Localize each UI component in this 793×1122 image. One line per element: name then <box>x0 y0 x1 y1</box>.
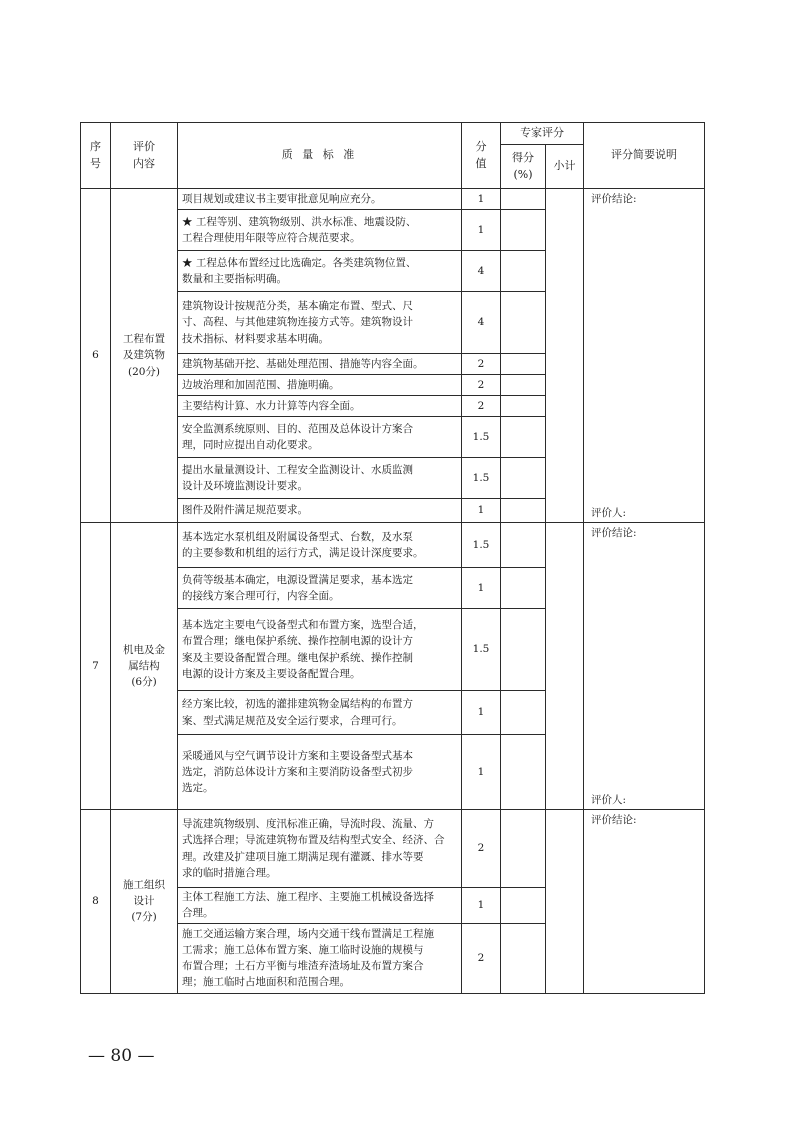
quality-standard-text: 采暖通风与空气调节设计方案和主要设备型式基本 选定，消防总体设计方案和主要消防设备型式初步 选定。 <box>182 749 413 795</box>
header-content <box>111 123 178 189</box>
quality-standard-text: 施工交通运输方案合理，场内交通干线布置满足工程施 工需求；施工总体布置方案、施工临时设施的规模与 布置合理；土石方平衡与堆渣弃渣场址及布置方案合 理；施工临时占地面积和范围合理。 <box>182 927 434 989</box>
points-value: 2 <box>462 354 501 375</box>
quality-standard <box>178 292 462 354</box>
quality-standard <box>178 691 462 735</box>
conclusion-label: 评价结论: <box>591 527 637 539</box>
quality-standard <box>178 609 462 691</box>
quality-standard-text: 经方案比较，初选的灌排建筑物金属结构的布置方 案、型式满足规范及安全运行要求，合理可行。 <box>182 698 413 727</box>
quality-standard-text: 主要结构计算、水力计算等内容全面。 <box>182 399 361 412</box>
points-value: 4 <box>462 251 501 292</box>
evaluation-table <box>80 122 705 994</box>
header-subtotal-text: 小计 <box>553 159 576 173</box>
quality-standard <box>178 396 462 417</box>
quality-standard <box>178 189 462 210</box>
quality-standard-text: 安全监测系统原则、目的、范围及总体设计方案合 理，同时应提出自动化要求。 <box>182 422 413 451</box>
table-row <box>81 189 705 210</box>
quality-standard-text: ★ 工程等别、建筑物级别、洪水标准、地震设防、 工程合理使用年限等应符合规范要求。 <box>182 215 417 244</box>
score-pct-cell[interactable] <box>501 499 546 523</box>
score-pct-cell[interactable] <box>501 251 546 292</box>
section-number: 7 <box>81 523 111 810</box>
quality-standard <box>178 499 462 523</box>
score-pct-cell[interactable] <box>501 210 546 251</box>
score-pct-cell[interactable] <box>501 888 546 924</box>
points-value: 1.5 <box>462 609 501 691</box>
points-value: 1.5 <box>462 417 501 458</box>
section-number: 6 <box>81 189 111 523</box>
section-content <box>111 523 178 810</box>
header-score-pct <box>501 145 546 189</box>
quality-standard <box>178 251 462 292</box>
score-pct-cell[interactable] <box>501 609 546 691</box>
quality-standard-text: 图件及附件满足规范要求。 <box>182 504 308 517</box>
score-pct-cell[interactable] <box>501 810 546 888</box>
quality-standard-text: 建筑物基础开挖、基础处理范围、措施等内容全面。 <box>182 357 424 370</box>
header-subtotal <box>546 145 584 189</box>
score-pct-cell[interactable] <box>501 523 546 568</box>
section-number: 8 <box>81 810 111 994</box>
header-content-text: 评价 内容 <box>133 140 155 170</box>
header-standard <box>178 123 462 189</box>
page-number: — 80 — <box>88 1046 155 1066</box>
score-pct-cell[interactable] <box>501 189 546 210</box>
header-expert <box>501 123 584 145</box>
score-pct-cell[interactable] <box>501 691 546 735</box>
score-pct-cell[interactable] <box>501 735 546 810</box>
points-value: 1 <box>462 888 501 924</box>
quality-standard <box>178 735 462 810</box>
quality-standard <box>178 923 462 993</box>
quality-standard <box>178 417 462 458</box>
points-value: 1.5 <box>462 523 501 568</box>
points-value: 1 <box>462 499 501 523</box>
score-pct-cell[interactable] <box>501 458 546 499</box>
quality-standard <box>178 354 462 375</box>
conclusion-label: 评价结论: <box>591 193 637 205</box>
score-pct-cell[interactable] <box>501 923 546 993</box>
quality-standard-text: 基本选定主要电气设备型式和布置方案，选型合适， 布置合理；继电保护系统、操作控制电源的设计方 案及主要设备配置合理。继电保护系统、操作控制 电源的设计方案及主要设备配置合理。 <box>182 618 424 680</box>
header-seq <box>81 123 111 189</box>
evaluator-label: 评价人: <box>591 793 627 806</box>
subtotal-cell[interactable] <box>546 810 584 994</box>
points-value: 1.5 <box>462 458 501 499</box>
score-pct-cell[interactable] <box>501 354 546 375</box>
subtotal-cell[interactable] <box>546 189 584 523</box>
quality-standard <box>178 810 462 888</box>
table-row <box>81 810 705 888</box>
quality-standard-text: 提出水量量测设计、工程安全监测设计、水质监测 设计及环境监测设计要求。 <box>182 463 413 492</box>
score-pct-cell[interactable] <box>501 396 546 417</box>
quality-standard <box>178 888 462 924</box>
score-pct-cell[interactable] <box>501 568 546 609</box>
table-row <box>81 523 705 568</box>
quality-standard-text: 主体工程施工方法、施工程序、主要施工机械设备选择 合理。 <box>182 891 434 920</box>
section-content-text: 工程布置 及建筑物 (20分) <box>123 333 165 378</box>
quality-standard-text: ★ 工程总体布置经过比选确定。各类建筑物位置、 数量和主要指标明确。 <box>182 256 417 285</box>
score-pct-cell[interactable] <box>501 417 546 458</box>
section-content <box>111 810 178 994</box>
points-value: 2 <box>462 923 501 993</box>
quality-standard <box>178 210 462 251</box>
notes-cell[interactable] <box>584 189 705 523</box>
points-value: 2 <box>462 396 501 417</box>
header-seq-text: 序 号 <box>90 140 101 170</box>
section-content-text: 施工组织 设计 (7分) <box>123 878 165 924</box>
section-content-text: 机电及金 属结构 (6分) <box>123 643 165 689</box>
evaluation-table-wrapper <box>80 122 704 994</box>
score-pct-cell[interactable] <box>501 292 546 354</box>
quality-standard-text: 导流建筑物级别、度汛标准正确，导流时段、流量、方 式选择合理；导流建筑物布置及结构型式安全、经济、合 理。改建及扩建项目施工期满足现有灌溉、排水等要 求的临时措施合理。 <box>182 817 445 879</box>
quality-standard <box>178 568 462 609</box>
header-points <box>462 123 501 189</box>
notes-cell[interactable] <box>584 523 705 810</box>
points-value: 4 <box>462 292 501 354</box>
conclusion-label: 评价结论: <box>591 814 637 826</box>
quality-standard <box>178 375 462 396</box>
points-value: 2 <box>462 810 501 888</box>
points-value: 1 <box>462 735 501 810</box>
points-value: 1 <box>462 568 501 609</box>
points-value: 1 <box>462 691 501 735</box>
points-value: 2 <box>462 375 501 396</box>
header-notes <box>584 123 705 189</box>
quality-standard-text: 边坡治理和加固范围、措施明确。 <box>182 378 340 391</box>
header-standard-text: 质 量 标 准 <box>281 148 358 162</box>
header-score-pct-text: 得分 (%) <box>512 151 534 181</box>
evaluator-label: 评价人: <box>591 506 627 519</box>
header-expert-text: 专家评分 <box>520 126 564 140</box>
table-body <box>81 189 705 994</box>
quality-standard-text: 负荷等级基本确定，电源设置满足要求，基本选定 的接线方案合理可行，内容全面。 <box>182 573 413 602</box>
quality-standard <box>178 458 462 499</box>
quality-standard-text: 项目规划或建议书主要审批意见响应充分。 <box>182 192 382 205</box>
score-pct-cell[interactable] <box>501 375 546 396</box>
header-points-text: 分 值 <box>475 140 487 170</box>
points-value: 1 <box>462 210 501 251</box>
header-notes-text: 评分简要说明 <box>611 148 677 162</box>
points-value: 1 <box>462 189 501 210</box>
quality-standard <box>178 523 462 568</box>
quality-standard-text: 基本选定水泵机组及附属设备型式、台数，及水泵 的主要参数和机组的运行方式，满足设计深度要求。 <box>182 530 424 559</box>
section-content <box>111 189 178 523</box>
quality-standard-text: 建筑物设计按规范分类，基本确定布置、型式、尺 寸、高程、与其他建筑物连接方式等。建筑物设计 技术指标、材料要求基本明确。 <box>182 300 413 345</box>
notes-cell[interactable] <box>584 810 705 994</box>
table-header <box>81 123 705 189</box>
subtotal-cell[interactable] <box>546 523 584 810</box>
